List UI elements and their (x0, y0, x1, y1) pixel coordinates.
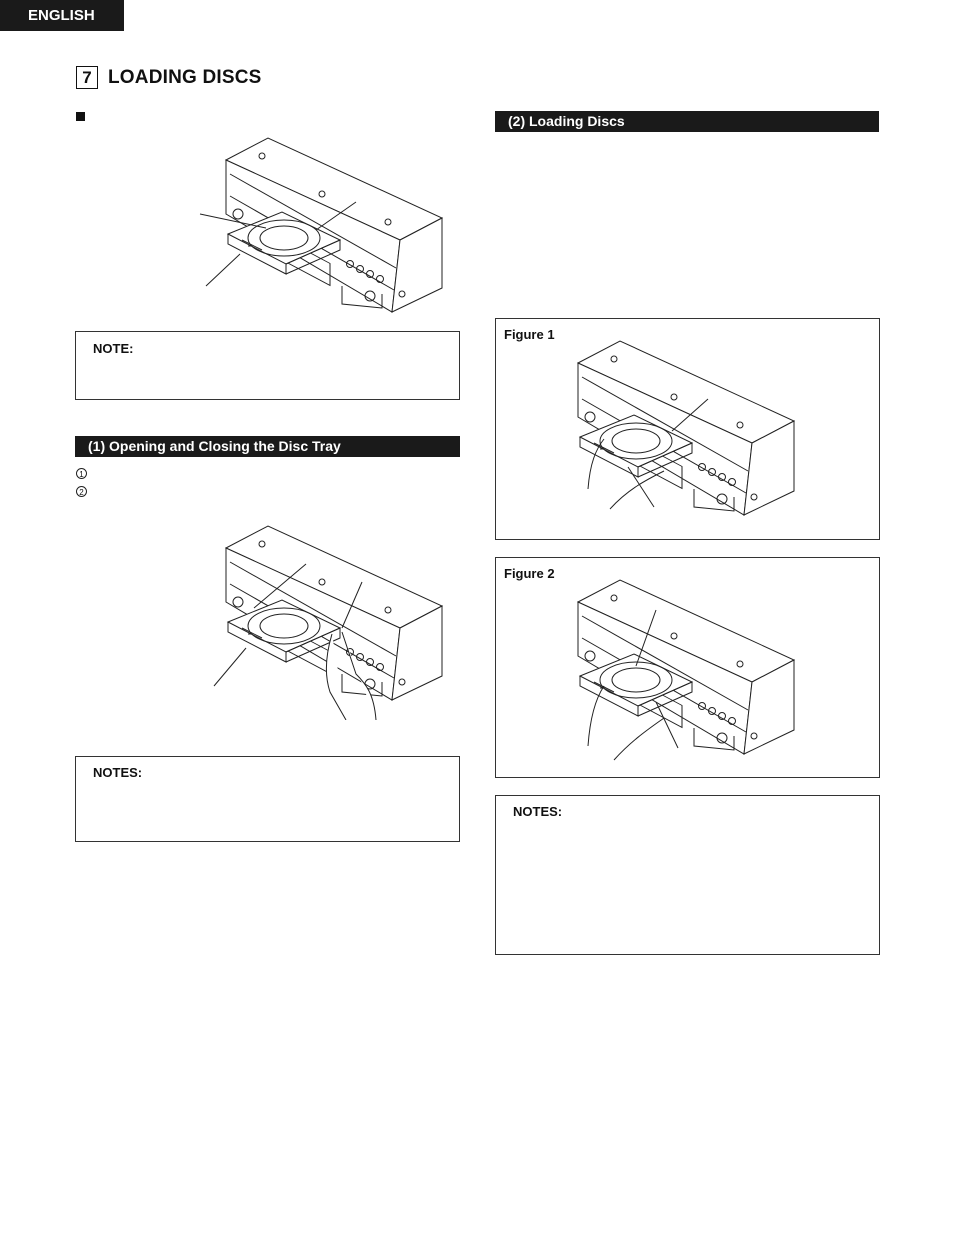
square-bullet-icon (76, 112, 85, 121)
notes-label-left: NOTES: (93, 765, 143, 780)
note-label: NOTE: (93, 341, 134, 356)
figure-1-label: Figure 1 (504, 327, 555, 342)
language-tab: ENGLISH (0, 0, 124, 31)
figure-1-illustration (568, 339, 818, 529)
figure-2-label: Figure 2 (504, 566, 555, 581)
subsection-2-header: (2) Loading Discs (495, 111, 879, 132)
player-open-tray-illustration (196, 136, 462, 316)
figure-2-illustration (568, 578, 818, 768)
figure-1-box (495, 318, 880, 540)
section-heading: LOADING DISCS (108, 66, 262, 88)
notes-box-left (75, 756, 460, 842)
section-title (76, 66, 262, 89)
step-1-marker: 1 (76, 468, 87, 479)
notes-box-right (495, 795, 880, 955)
section-number: 7 (76, 66, 98, 89)
subsection-1-header: (1) Opening and Closing the Disc Tray (75, 436, 460, 457)
notes-label-right: NOTES: (513, 804, 563, 819)
player-hand-button-illustration (196, 524, 462, 720)
figure-2-box (495, 557, 880, 778)
note-box (75, 331, 460, 400)
step-2-marker: 2 (76, 486, 87, 497)
